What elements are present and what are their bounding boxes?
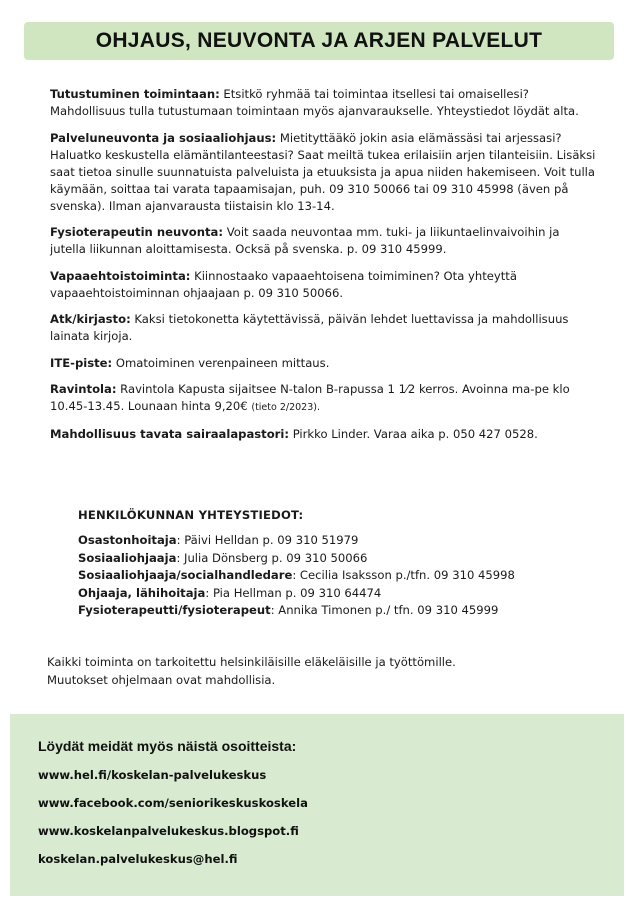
contact-role: Fysioterapeutti/fysioterapeut — [78, 603, 271, 617]
page-title: OHJAUS, NEUVONTA JA ARJEN PALVELUT — [95, 29, 543, 52]
section-heading: Mahdollisuus tavata sairaalapastori: — [50, 426, 290, 441]
section-sairaalapastori — [50, 426, 598, 443]
contact-info: : Päivi Helldan p. 09 310 51979 — [176, 533, 359, 547]
contact-info: : Annika Timonen p./ tfn. 09 310 45999 — [270, 603, 499, 617]
link-email[interactable]: koskelan.palvelukeskus@hel.fi — [38, 852, 238, 866]
title-banner — [24, 22, 614, 60]
contact-item — [78, 602, 608, 620]
section-text: Kiinnostaako vapaaehtoisena toimiminen? Ota yhteyttä vapaaehtoistoiminnan ohjaajaan p. 09 310 50066. — [50, 268, 517, 300]
services-list — [50, 86, 598, 452]
contact-item — [78, 550, 608, 568]
contact-role: Sosiaaliohjaaja/socialhandledare — [78, 568, 293, 582]
contact-info: : Pia Hellman p. 09 310 64474 — [205, 585, 382, 600]
section-heading: Vapaaehtoistoiminta: — [50, 268, 191, 283]
section-ravintola — [50, 381, 598, 416]
section-heading: Atk/kirjasto: — [50, 312, 131, 326]
section-text: Mietityttääkö jokin asia elämässäsi tai arjessasi? Haluatko keskustella elämäntilanteestasi? Saat meiltä tukea erilaisiin arjen tilanteisiin. Lisäksi saat tietoa sinulle suunnatuista palveluista ja etuuksista ja apua niiden hakemiseen. Voit tulla käymään, soittaa tai varata tapaamisajan, puh. 09 310 50066 tai 09 310 45998 (även på svenska). Ilman ajanvarausta tiistaisin klo 13-14. — [50, 130, 596, 213]
section-vapaaehtoistoiminta — [50, 268, 598, 302]
section-heading: Palveluneuvonta ja sosiaaliohjaus: — [50, 130, 277, 145]
footer-note-line: Muutokset ohjelmaan ovat mahdollisia. — [47, 672, 276, 687]
staff-contacts — [78, 508, 608, 620]
link-hel-fi[interactable]: www.hel.fi/koskelan-palvelukeskus — [38, 768, 267, 782]
section-text: Voit saada neuvontaa mm. tuki- ja liikuntaelinvaivoihin ja jutella liikunnan aloittamisesta. Ocksä på svenska. p. 09 310 45999. — [50, 225, 560, 256]
contact-item — [78, 585, 608, 603]
contact-info: : Julia Dönsberg p. 09 310 50066 — [176, 550, 368, 565]
contact-role: Osastonhoitaja — [78, 533, 177, 547]
contact-item — [78, 567, 608, 585]
footer-note — [47, 654, 607, 689]
section-tutustuminen — [50, 86, 598, 120]
contact-role: Ohjaaja, lähihoitaja — [78, 585, 206, 600]
contact-item — [78, 532, 608, 550]
section-heading: Ravintola: — [50, 382, 117, 396]
section-text: Ravintola Kapusta sijaitsee N-talon B-rapussa 1 1⁄2 kerros. Avoinna ma-pe klo 10.45-13.45. Lounaan hinta 9,20€ — [50, 382, 570, 413]
contact-info: : Cecilia Isaksson p./tfn. 09 310 45998 — [292, 568, 515, 582]
section-heading: Fysioterapeutin neuvonta: — [50, 225, 224, 239]
section-ite-piste — [50, 355, 598, 372]
section-heading: ITE-piste: — [50, 355, 113, 370]
contacts-title: HENKILÖKUNNAN YHTEYSTIEDOT: — [78, 508, 304, 522]
find-us-title: Löydät meidät myös näistä osoitteista: — [38, 738, 297, 754]
section-text: Kaksi tietokonetta käytettävissä, päivän lehdet luettavissa ja mahdollisuus lainata kirjoja. — [50, 312, 569, 343]
section-heading: Tutustuminen toimintaan: — [50, 87, 220, 101]
section-palveluneuvonta — [50, 130, 598, 215]
footer-note-line: Kaikki toiminta on tarkoitettu helsinkiläisille eläkeläisille ja työttömille. — [47, 655, 456, 669]
link-facebook[interactable]: www.facebook.com/seniorikeskuskoskela — [38, 796, 308, 810]
section-text: Pirkko Linder. Varaa aika p. 050 427 0528. — [289, 426, 538, 441]
contact-role: Sosiaaliohjaaja — [78, 550, 177, 565]
section-fysioterapeutti — [50, 224, 598, 258]
find-us-box — [10, 714, 624, 896]
section-text: Etsitkö ryhmää tai toimintaa itsellesi tai omaisellesi? Mahdollisuus tulla tutustumaan toimintaan myös ajanvaraukselle. Yhteystiedot löydät alta. — [50, 87, 579, 118]
section-atk-kirjasto — [50, 311, 598, 345]
section-text: Omatoiminen verenpaineen mittaus. — [112, 355, 330, 370]
section-note: (tieto 2/2023). — [251, 402, 320, 413]
link-blog[interactable]: www.koskelanpalvelukeskus.blogspot.fi — [38, 824, 299, 838]
